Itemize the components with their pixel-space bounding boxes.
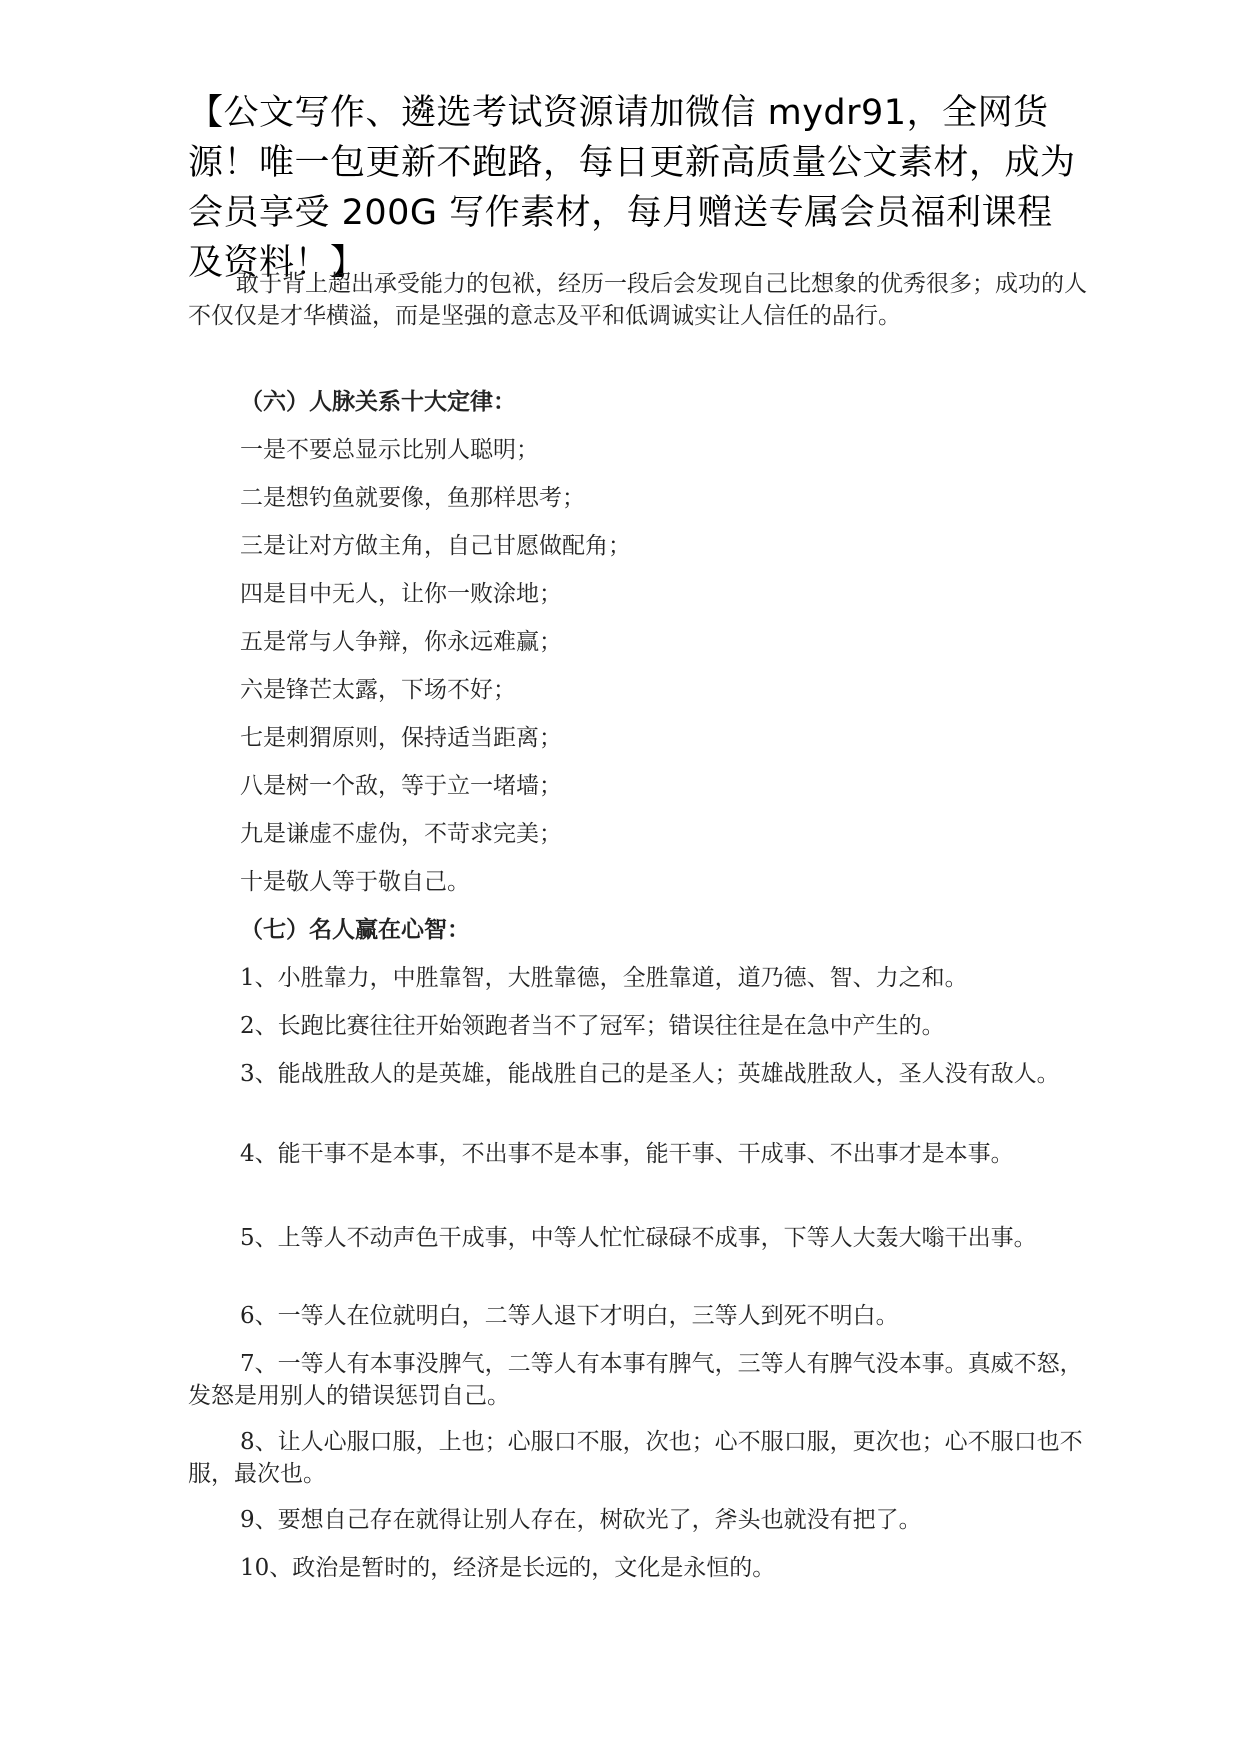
list-item: 9、要想自己存在就得让别人存在，树砍光了，斧头也就没有把了。 <box>240 1507 922 1533</box>
list-item: 七是刺猬原则，保持适当距离； <box>240 725 562 751</box>
list-item: 一是不要总显示比别人聪明； <box>240 437 539 463</box>
promo-banner: 【公文写作、遴选考试资源请加微信 mydr91，全网货源！唯一包更新不跑路，每日更新高质量公文素材，成为会员享受 200G 写作素材，每月赠送专属会员福利课程及资料！】 <box>188 93 1076 283</box>
list-item: 1、小胜靠力，中胜靠智，大胜靠德，全胜靠道，道乃德、智、力之和。 <box>240 965 968 991</box>
list-item: 二是想钓鱼就要像，鱼那样思考； <box>240 485 585 511</box>
list-item: 四是目中无人，让你一败涂地； <box>240 581 562 607</box>
list-item: 六是锋芒太露，下场不好； <box>240 677 516 703</box>
list-item: 三是让对方做主角，自己甘愿做配角； <box>240 533 631 559</box>
intro-paragraph: 敢于背上超出承受能力的包袱，经历一段后会发现自己比想象的优秀很多；成功的人不仅仅是才华横溢，而是坚强的意志及平和低调诚实让人信任的品行。 <box>188 271 1087 329</box>
list-item: 八是树一个敌，等于立一堵墙； <box>240 773 562 799</box>
list-item: 五是常与人争辩，你永远难赢； <box>240 629 562 655</box>
list-item: 3、能战胜敌人的是英雄，能战胜自己的是圣人；英雄战胜敌人，圣人没有敌人。 <box>240 1061 1060 1087</box>
section-7-heading: （七）名人赢在心智： <box>240 916 470 943</box>
list-item: 7、一等人有本事没脾气，二等人有本事有脾气，三等人有脾气没本事。真威不怒，发怒是用别人的错误惩罚自己。 <box>188 1351 1083 1409</box>
list-item: 10、政治是暂时的，经济是长远的，文化是永恒的。 <box>240 1555 776 1581</box>
list-item: 5、上等人不动声色干成事，中等人忙忙碌碌不成事，下等人大轰大嗡干出事。 <box>240 1225 1037 1251</box>
list-item: 4、能干事不是本事，不出事不是本事，能干事、干成事、不出事才是本事。 <box>240 1141 1014 1167</box>
list-item: 2、长跑比赛往往开始领跑者当不了冠军；错误往往是在急中产生的。 <box>240 1013 945 1039</box>
list-item: 十是敬人等于敬自己。 <box>240 869 470 895</box>
list-item: 6、一等人在位就明白，二等人退下才明白，三等人到死不明白。 <box>240 1303 899 1329</box>
list-item: 8、让人心服口服，上也；心服口不服，次也；心不服口服，更次也；心不服口也不服，最次也。 <box>188 1429 1083 1487</box>
list-item: 九是谦虚不虚伪，不苛求完美； <box>240 821 562 847</box>
section-6-heading: （六）人脉关系十大定律： <box>240 388 516 415</box>
